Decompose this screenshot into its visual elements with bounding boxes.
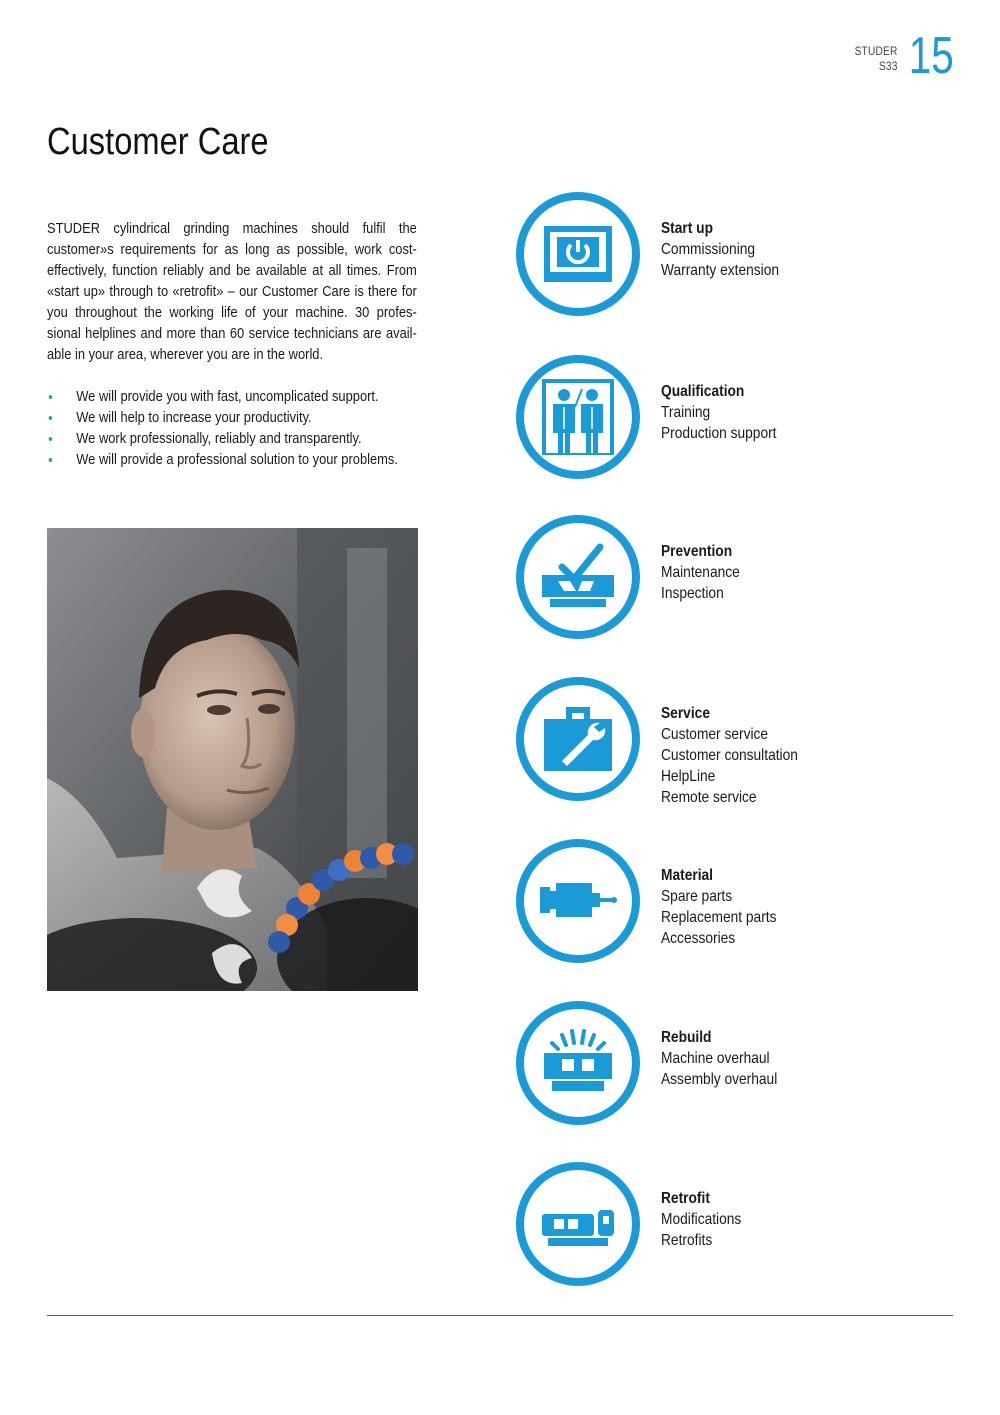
service-title: Qualification	[661, 383, 745, 400]
service-title: Rebuild	[661, 1029, 712, 1046]
service-item: Customer consultation	[661, 747, 798, 764]
service-item: Maintenance	[661, 564, 740, 581]
service-item: Spare parts	[661, 888, 733, 905]
service-start-up	[516, 192, 956, 316]
header-brand	[855, 44, 898, 74]
service-title: Material	[661, 867, 714, 884]
service-text	[661, 541, 740, 604]
service-prevention	[516, 515, 956, 639]
brand-name: STUDER	[855, 44, 898, 58]
benefit-list	[47, 386, 425, 470]
service-item: Machine overhaul	[661, 1050, 770, 1067]
technician-photo	[47, 528, 418, 991]
service-icon-circle	[516, 515, 640, 639]
service-item: Customer service	[661, 726, 769, 743]
bullet-icon	[49, 395, 52, 399]
service-service	[516, 677, 956, 806]
service-text	[661, 381, 777, 444]
page-number: 15	[908, 27, 954, 85]
technician-photo-illustration	[47, 528, 418, 991]
bullet-icon	[49, 458, 52, 462]
intro-paragraph: STUDER cylindrical grinding machines should fulfil the customer»s requirements for as long as possible, work cost-effectively, function reliably and be available at all times. From «start up» through to «retrofit» – our Customer Care is there for you throughout the working life of your machine. 30 profes-sional helplines and more than 60 service technicians are avail-able in your area, wherever you are in the world.	[47, 220, 417, 363]
service-text	[661, 865, 776, 949]
service-material	[516, 839, 956, 963]
service-item: Assembly overhaul	[661, 1071, 778, 1088]
list-item: We will help to increase your productivity.	[47, 407, 425, 428]
checkmark-machine-icon	[538, 537, 618, 617]
toolbox-wrench-icon	[538, 699, 618, 779]
service-icon-circle	[516, 677, 640, 801]
page-title: Customer Care	[47, 121, 269, 164]
service-icon-circle	[516, 1162, 640, 1286]
service-item: Remote service	[661, 789, 757, 806]
service-text	[661, 1027, 777, 1090]
spindle-part-icon	[538, 861, 618, 941]
service-icon-circle	[516, 192, 640, 316]
service-title: Start up	[661, 220, 713, 237]
service-icon-circle	[516, 1001, 640, 1125]
service-text	[661, 1188, 741, 1251]
service-item: Training	[661, 404, 711, 421]
machine-retrofit-icon	[538, 1184, 618, 1264]
service-qualification	[516, 355, 956, 479]
service-item: Warranty extension	[661, 262, 780, 279]
service-icon-circle	[516, 355, 640, 479]
service-item: Production support	[661, 425, 777, 442]
service-retrofit	[516, 1162, 956, 1286]
bullet-icon	[49, 416, 52, 420]
list-item: We will provide a professional solution to your problems.	[47, 449, 425, 470]
service-text	[661, 218, 779, 281]
service-item: Accessories	[661, 930, 736, 947]
footer-divider	[47, 1315, 953, 1316]
service-title: Prevention	[661, 543, 733, 560]
machine-overhaul-icon	[538, 1023, 618, 1103]
bullet-icon	[49, 437, 52, 441]
list-item: We work professionally, reliably and transparently.	[47, 428, 425, 449]
model-name: S33	[879, 59, 898, 73]
service-item: Retrofits	[661, 1232, 713, 1249]
service-item: Inspection	[661, 585, 724, 602]
power-screen-icon	[538, 214, 618, 294]
training-people-icon	[538, 377, 618, 457]
service-item: Commissioning	[661, 241, 756, 258]
service-text	[661, 703, 798, 808]
list-item: We will provide you with fast, uncomplicated support.	[47, 386, 425, 407]
service-item: Replacement parts	[661, 909, 777, 926]
service-item: Modifications	[661, 1211, 742, 1228]
service-icon-circle	[516, 839, 640, 963]
service-item: HelpLine	[661, 768, 716, 785]
service-rebuild	[516, 1001, 956, 1125]
service-title: Retrofit	[661, 1190, 710, 1207]
service-title: Service	[661, 705, 710, 722]
